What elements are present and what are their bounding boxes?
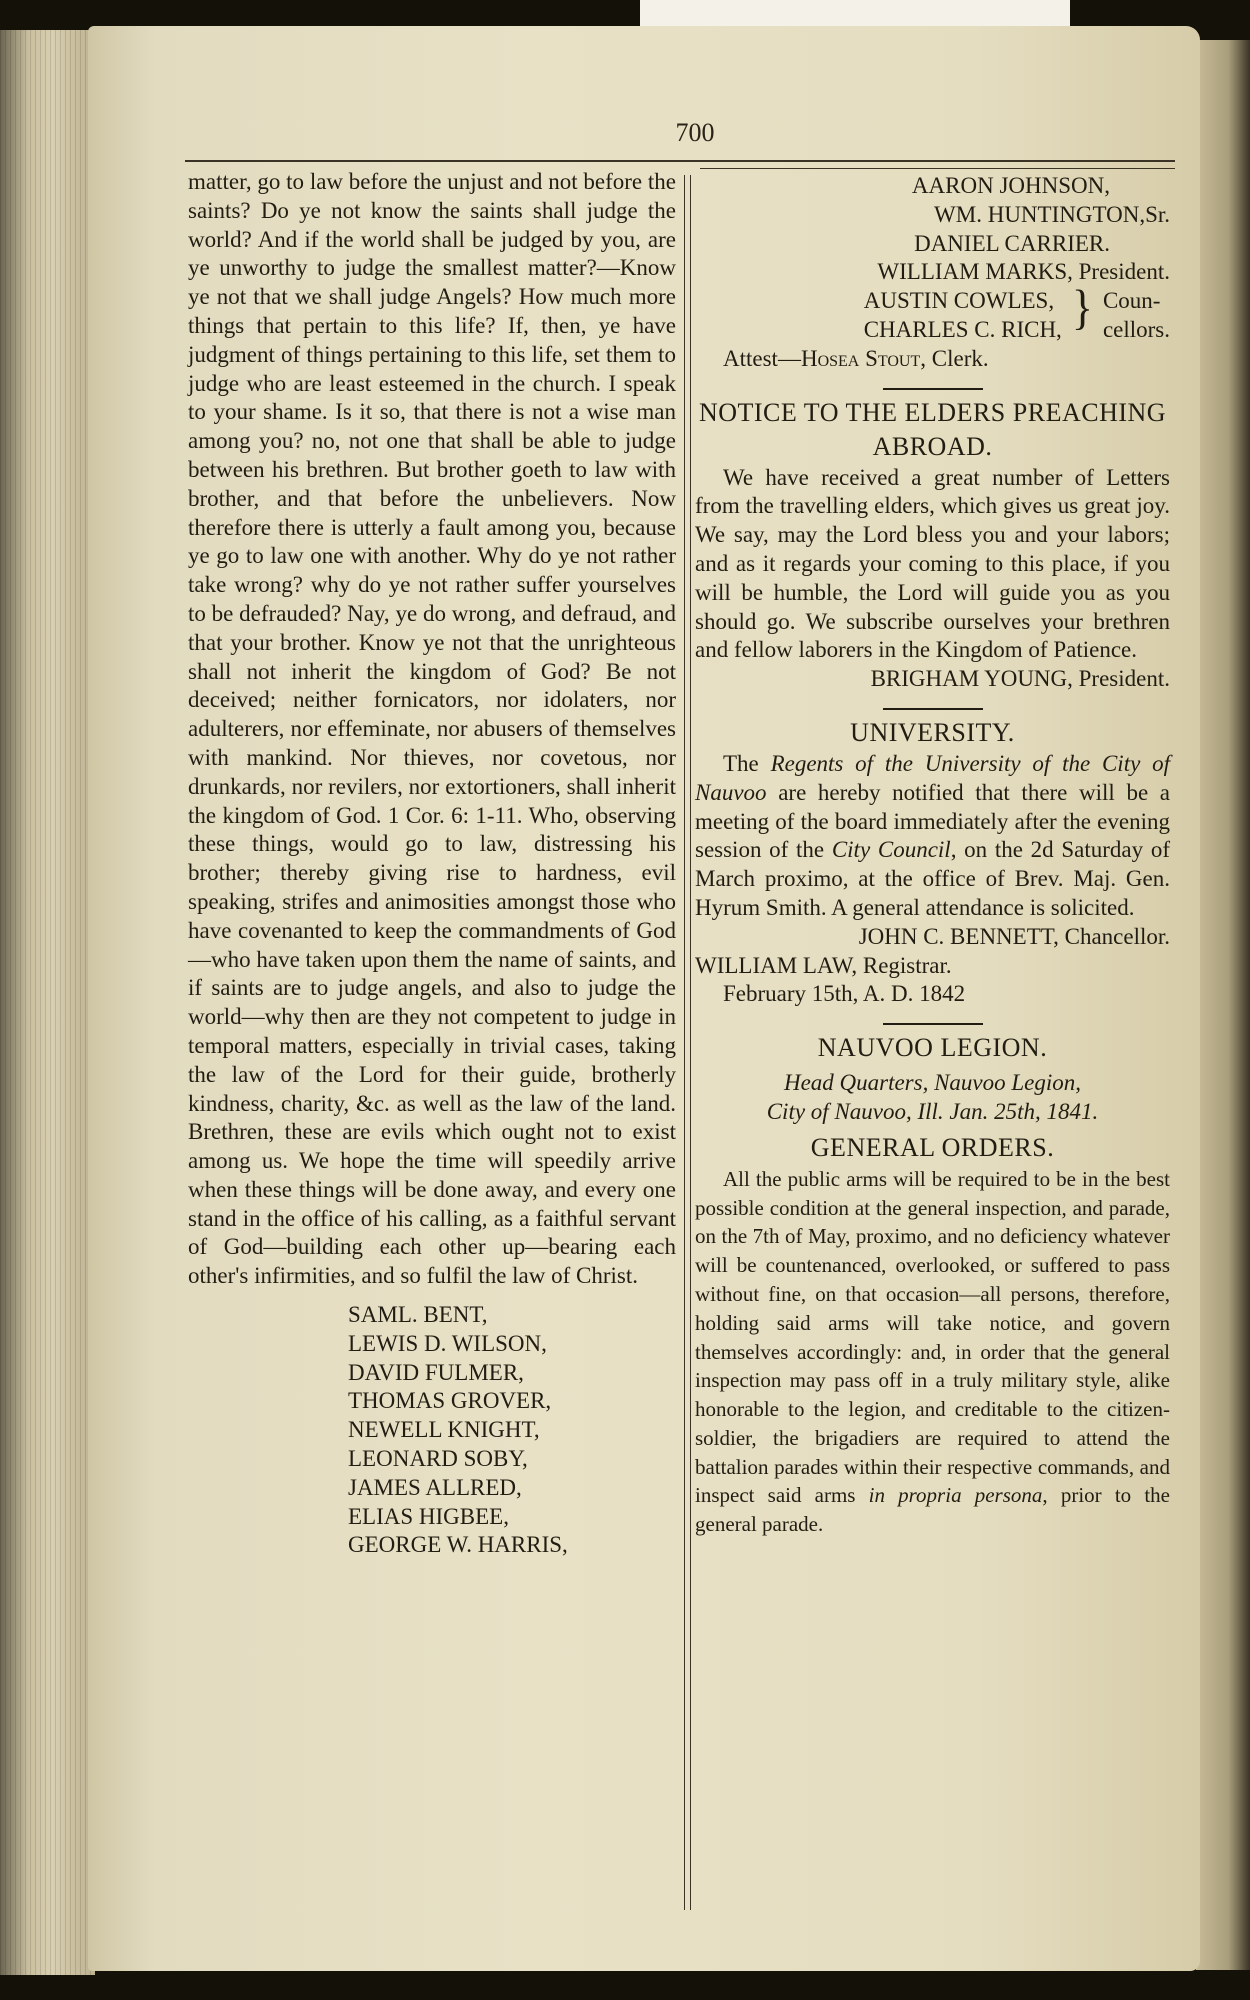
attest-suffix: , Clerk. (920, 345, 989, 371)
attest-name: Hosea Stout (800, 345, 921, 371)
section-divider (883, 388, 983, 390)
right-column (695, 172, 1170, 1539)
university-heading: UNIVERSITY. (850, 717, 1015, 747)
university-registrar: WILLIAM LAW, Registrar. (695, 952, 952, 978)
left-column-body: matter, go to law before the unjust and not before the saints? Do ye not know the saints shall judge the world? And if the world shall be judged by you, are ye unworthy to judge the smallest matter?—Know ye not that we shall judge Angels? How much more things that pertain to this life? If, then, ye have judgment of things pertaining to this life, set them to judge who are least esteemed in the church. I speak to your shame. Is it so, that there is not a wise man among you? no, not one that shall be able to judge between his brethren. But brother goeth to law with brother, and that before the unbelievers. Now therefore there is utterly a fault among you, because ye go to law one with another. Why do ye not rather take wrong? why do ye not rather suffer yourselves to be defrauded? Nay, ye do wrong, and defraud, and that your brother. Know ye not that the unrighteous shall not inherit the kingdom of God? Be not deceived; neither fornicators, nor idolaters, nor adulterers, nor effeminate, nor abusers of themselves with mankind. Nor thieves, nor covetous, nor drunkards, nor revilers, nor extortioners, shall inherit the kingdom of God. 1 Cor. 6: 1-11. Who, observing these things, would go to law, distressing his brother; thereby giving rise to hardness, evil speaking, strifes and animosities amongst those who have covenanted to keep the commandments of God—who have taken upon them the name of saints, and if saints are to judge angels, and also to judge the world—why then are they not competent to judge in temporal matters, especially in trivial cases, taking the law of the Lord for their guide, brotherly kindness, charity, &c. as well as the law of the land. Brethren, these are evils which ought not to exist among us. We hope the time will speedily arrive when these things will be done away, and every one stand in the office of his calling, as a faithful servant of God—building each other up—bearing each other's infirmities, and so fulfil the law of Christ. (188, 169, 676, 1289)
legion-body (695, 1165, 1170, 1539)
signatory: AARON JOHNSON, (911, 173, 1110, 198)
signatory: WM. HUNTINGTON,Sr. (934, 201, 1170, 227)
legion-body-text: , prior to the general parade. (695, 1483, 1170, 1537)
counsellors-block (695, 281, 1170, 345)
legion-body-italic: in propria persona (868, 1483, 1043, 1508)
university-body-text: are hereby notified that there will be a meeting of the board immediately after the evening session of the (695, 779, 1170, 863)
counsellors-title-line: cellors. (1102, 316, 1170, 342)
signatory: ELIAS HIGBEE, (348, 1503, 509, 1529)
legion-hq-line: City of Nauvoo, Ill. Jan. 25th, 1841. (766, 1098, 1099, 1124)
notice-heading: NOTICE TO THE ELDERS PREACHING ABROAD. (698, 397, 1167, 461)
legion-heading: NAUVOO LEGION. (817, 1033, 1048, 1063)
university-date: February 15th, A. D. 1842 (723, 981, 966, 1007)
signatory: LEONARD SOBY, (348, 1446, 528, 1472)
university-chancellor: JOHN C. BENNETT, Chancellor. (858, 923, 1170, 949)
counsellors-title (1103, 287, 1170, 345)
header-rule (185, 160, 1175, 162)
signatory: GEORGE W. HARRIS, (348, 1532, 568, 1558)
attest-line (695, 345, 1170, 374)
signatory: DANIEL CARRIER. (914, 230, 1110, 256)
signatory: DAVID FULMER, (348, 1359, 524, 1385)
header-rule-secondary (700, 168, 1175, 169)
left-signatories (348, 1301, 676, 1560)
book-page-edges-left (0, 30, 95, 1975)
university-body-italic: City Council (831, 837, 951, 863)
legion-body-text: All the public arms will be required to be in the best possible condition at the general inspection, and parade, on the 7th of May, proximo, and no deficiency whatever will be countenanced, overlooked, or suffered to pass without fine, on that occasion—all persons, therefore, holding said arms will take notice, and govern themselves accordingly: and, in order that the general inspection may pass off in a truly military style, alike honorable to the legion, and creditable to the citizen-soldier, the brigadiers are required to attend the battalion parades within their respective commands, and inspect said arms (695, 1166, 1170, 1508)
notice-signature: BRIGHAM YOUNG, President. (870, 666, 1170, 692)
section-divider (883, 708, 983, 710)
legion-hq-line: Head Quarters, Nauvoo Legion, (783, 1070, 1082, 1096)
university-body-italic: Regents of the University of the City of Nauvoo (695, 750, 1170, 805)
counsellor: CHARLES C. RICH, (863, 316, 1062, 342)
university-body-text: The (723, 750, 771, 776)
page-number: 700 (675, 118, 715, 147)
section-divider (883, 1023, 983, 1025)
university-body (695, 750, 1170, 923)
general-orders-heading: GENERAL ORDERS. (810, 1132, 1055, 1162)
president-line: WILLIAM MARKS, President. (877, 259, 1170, 285)
counsellors-title-line: Coun- (1102, 288, 1161, 314)
left-column (188, 168, 676, 1560)
signatory: SAML. BENT, (348, 1302, 488, 1328)
right-signatories (695, 172, 1170, 374)
university-body-text: , on the 2d Saturday of March proximo, at the office of Brev. Maj. Gen. Hyrum Smith. A general attendance is solicited. (695, 837, 1170, 920)
signatory: JAMES ALLRED, (348, 1474, 522, 1500)
signatory: THOMAS GROVER, (348, 1388, 552, 1414)
attest-prefix: Attest— (723, 345, 801, 371)
counsellor-names (864, 287, 1062, 345)
brace-glyph: } (1071, 281, 1093, 335)
column-separator (684, 175, 691, 1910)
counsellor: AUSTIN COWLES, (863, 288, 1055, 314)
legion-headquarters (695, 1069, 1170, 1127)
notice-body: We have received a great number of Letters from the travelling elders, which gives us great joy. We say, may the Lord bless you and your labors; and as it regards your coming to this place, if you will be humble, the Lord will guide you as you should go. We subscribe ourselves your brethren and fellow laborers in the Kingdom of Patience. (695, 464, 1170, 663)
signatory: NEWELL KNIGHT, (348, 1417, 540, 1443)
book-page-edges-right (1196, 40, 1250, 1970)
signatory: LEWIS D. WILSON, (348, 1330, 547, 1356)
